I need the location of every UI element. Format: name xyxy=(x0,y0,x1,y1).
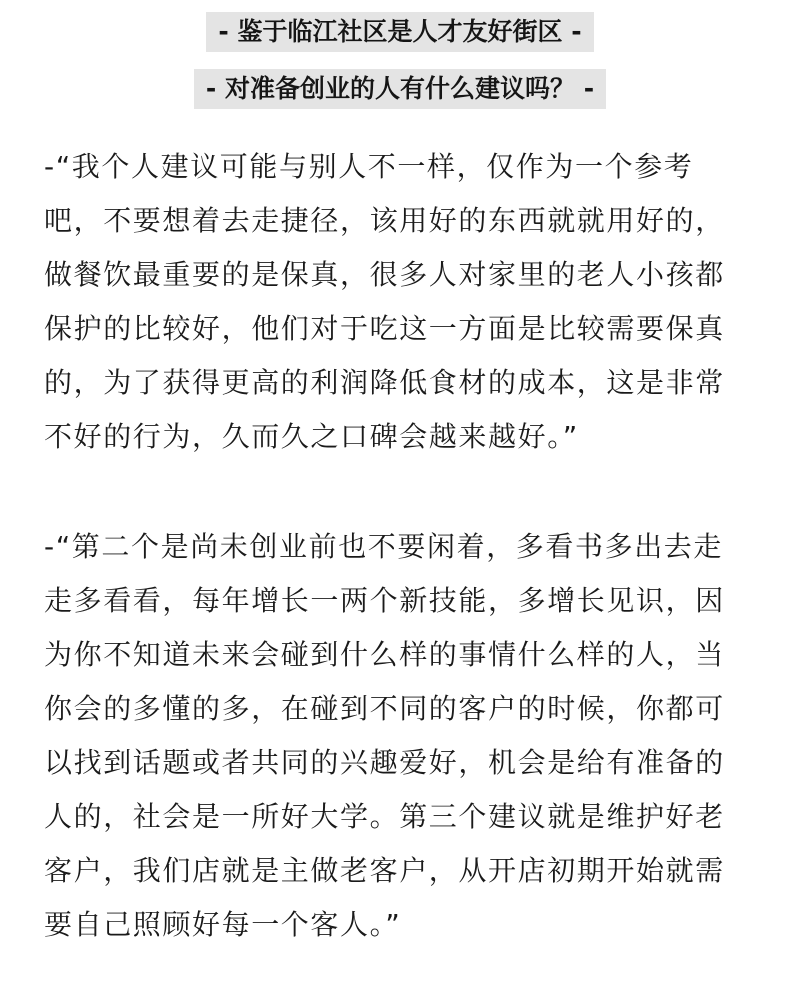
paragraph-line: 做餐饮最重要的是保真，很多人对家里的老人小孩都 xyxy=(44,258,725,291)
paragraph-line: 客户，我们店就是主做老客户，从开店初期开始就需 xyxy=(44,854,725,887)
paragraph-line: 以找到话题或者共同的兴趣爱好，机会是给有准备的 xyxy=(44,746,725,779)
paragraph-line: 你会的多懂的多，在碰到不同的客户的时候，你都可 xyxy=(44,692,725,725)
question-headings xyxy=(0,12,800,109)
paragraph-line: 要自己照顾好每一个客人。” xyxy=(44,908,402,941)
paragraph-line: 不好的行为，久而久之口碑会越来越好。” xyxy=(44,420,579,453)
paragraph-line: 吧，不要想着去走捷径，该用好的东西就就用好的， xyxy=(44,204,725,237)
answer-paragraph-2 xyxy=(44,520,760,952)
paragraph-line: 人的，社会是一所好大学。第三个建议就是维护好老 xyxy=(44,800,725,833)
paragraph-line: 的，为了获得更高的利润降低食材的成本，这是非常 xyxy=(44,366,725,399)
paragraph-line: -“第二个是尚未创业前也不要闲着，多看书多出去走 xyxy=(44,530,724,563)
paragraph-line: 走多看看，每年增长一两个新技能，多增长见识，因 xyxy=(44,584,725,617)
question-heading: - 对准备创业的人有什么建议吗？ - xyxy=(194,69,606,109)
section-heading: - 鉴于临江社区是人才友好街区 - xyxy=(206,12,593,52)
paragraph-line: 为你不知道未来会碰到什么样的事情什么样的人，当 xyxy=(44,638,725,671)
paragraph-line: -“我个人建议可能与别人不一样，仅作为一个参考 xyxy=(44,150,694,183)
answer-paragraph-1 xyxy=(44,140,760,464)
paragraph-line: 保护的比较好，他们对于吃这一方面是比较需要保真 xyxy=(44,312,725,345)
